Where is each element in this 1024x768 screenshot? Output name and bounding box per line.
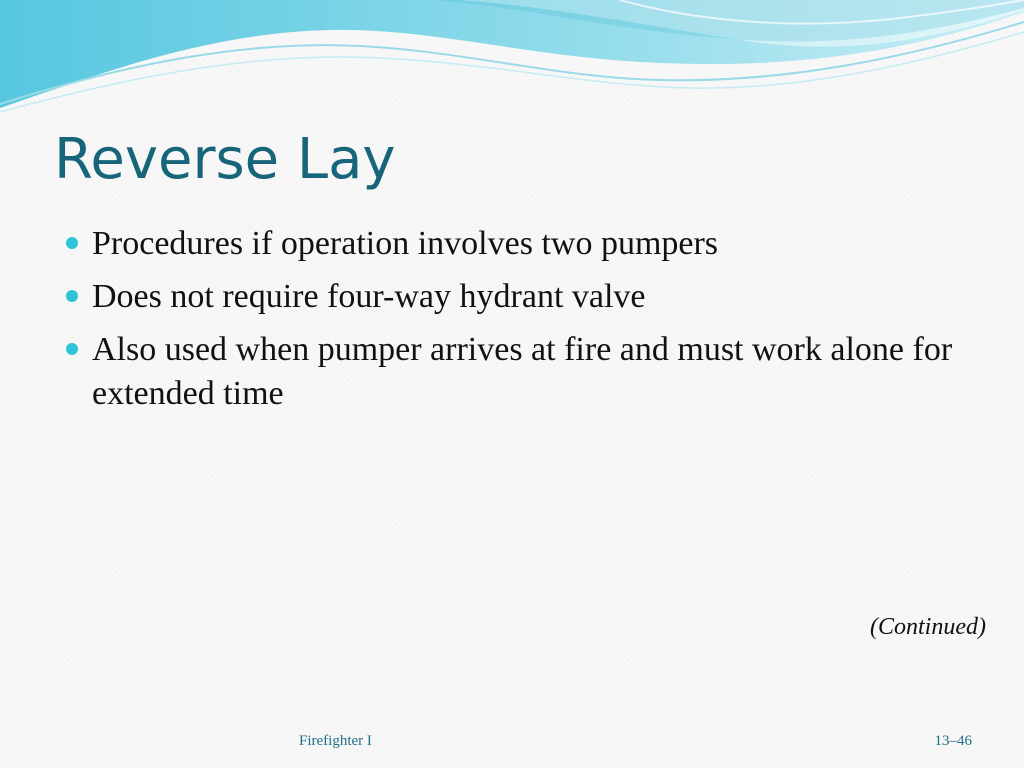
continued-note: (Continued) xyxy=(870,614,986,640)
bullet-icon xyxy=(66,237,78,249)
bullet-item xyxy=(64,275,964,319)
bullet-list xyxy=(64,222,964,425)
footer-slide-number: 13–46 xyxy=(934,733,972,749)
bullet-text: Does not require four-way hydrant valve xyxy=(92,278,646,315)
bullet-icon xyxy=(66,343,78,355)
bullet-item xyxy=(64,222,964,266)
footer-course-title: Firefighter I xyxy=(299,733,372,749)
bullet-text: Also used when pumper arrives at fire and must work alone for extended time xyxy=(92,331,953,412)
slide-title: Reverse Lay xyxy=(54,127,396,192)
wave-banner-graphic xyxy=(0,0,1024,130)
bullet-icon xyxy=(66,290,78,302)
bullet-item xyxy=(64,328,964,416)
bullet-text: Procedures if operation involves two pumpers xyxy=(92,225,719,262)
